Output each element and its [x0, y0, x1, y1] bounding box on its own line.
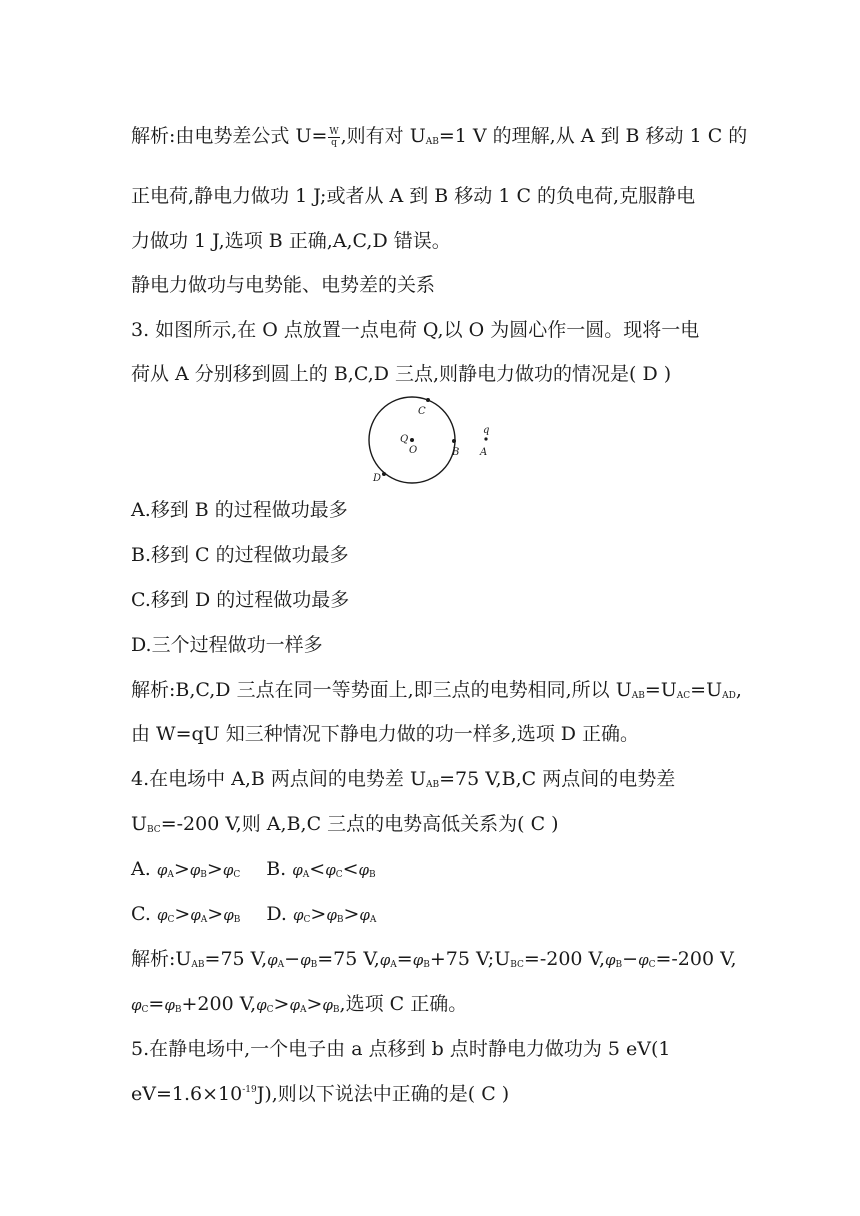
analysis-1-line-3: 力做功 1 J,选项 B 正确,A,C,D 错误。 [131, 230, 451, 252]
q3-stem-line-1: 3. 如图所示,在 O 点放置一点电荷 Q,以 O 为圆心作一圆。现将一电 [131, 319, 700, 341]
q4-options-row-2 [131, 902, 376, 927]
analysis-1-line-1: 解析:由电势差公式 U= $\frac{W}{q}$ ,则有对 $U_{AB}=1$ V 的理解,从 A 到 B 移动 1 C 的 [131, 125, 748, 148]
section-title: 静电力做功与电势能、电势差的关系 [131, 274, 436, 296]
q3-option-b: B.移到 C 的过程做功最多 [131, 544, 349, 566]
q4-analysis-line-1: 解析$:U_{AB}=75$ $V,\varphi_A-\varphi_B=75$ $V,\varphi_A=\varphi_B+75$ $V;U_{BC}=-200$ $V,\varphi_B-\varphi_C=-200$ V, [131, 948, 737, 970]
q4-options-row-1 [131, 857, 376, 882]
label-b: B [452, 447, 460, 458]
q3-analysis-line-2: 由 W=qU 知三种情况下静电力做的功一样多,选项 D 正确。 [131, 723, 640, 745]
label-q: Q [400, 434, 409, 445]
q4-option-d: D. $\varphi_C>\varphi_B>\varphi_A$ [266, 903, 377, 925]
q4-option-a: A. $\varphi_A>\varphi_B>\varphi_C$ [131, 858, 241, 880]
q3-stem-line-2: 荷从 A 分别移到圆上的 B,C,D 三点,则静电力做功的情况是( D ) [131, 363, 672, 385]
q3-option-a: A.移到 B 的过程做功最多 [131, 499, 348, 521]
q3-option-d: D.三个过程做功一样多 [131, 634, 323, 656]
fraction-w-over-q: $\frac{W}{q}$ [329, 126, 339, 148]
q5-stem-line-1: 5.在静电场中,一个电子由 a 点移到 b 点时静电力做功为 5 eV(1 [131, 1038, 671, 1060]
q3-option-c: C.移到 D 的过程做功最多 [131, 589, 350, 611]
point-o [410, 438, 414, 442]
analysis-prefix: 解析:由电势差公式 U= [131, 125, 328, 147]
label-o: O [409, 445, 418, 456]
label-q-small: q [483, 425, 490, 436]
point-b [452, 439, 456, 443]
q5-stem-line-2: $eV=1.6\times 10^{-19}J$),则以下说法中正确的是( C ) [131, 1083, 510, 1105]
circle-diagram [362, 394, 502, 486]
label-d: D [373, 473, 382, 484]
q4-option-b: B. $\varphi_A<\varphi_C<\varphi_B$ [266, 858, 376, 880]
q4-analysis-line-2: $\varphi_C=\varphi_B+200$ $V,\varphi_C>\varphi_A>\varphi_B$,选项 C 正确。 [131, 993, 468, 1015]
point-a [484, 437, 487, 440]
q4-stem-line-2: $U_{BC}=-200$ V,则 A,B,C 三点的电势高低关系为( C ) [131, 813, 559, 835]
label-a: A [480, 447, 488, 458]
analysis-1-line-2: 正电荷,静电力做功 1 J;或者从 A 到 B 移动 1 C 的负电荷,克服静电 [131, 185, 696, 207]
point-d [382, 472, 386, 476]
q4-stem-line-1: 4.在电场中 A,B 两点间的电势差 $U_{AB}=75$ V,B,C 两点间的电势差 [131, 768, 676, 790]
q4-option-c: C. $\varphi_C>\varphi_A>\varphi_B$ [131, 903, 241, 925]
q3-analysis-line-1: 解析:B,C,D 三点在同一等势面上,即三点的电势相同,所以 $U_{AB}=U_{AC}=U_{AD}$, [131, 679, 742, 701]
point-c [426, 398, 430, 402]
label-c: C [418, 406, 426, 417]
